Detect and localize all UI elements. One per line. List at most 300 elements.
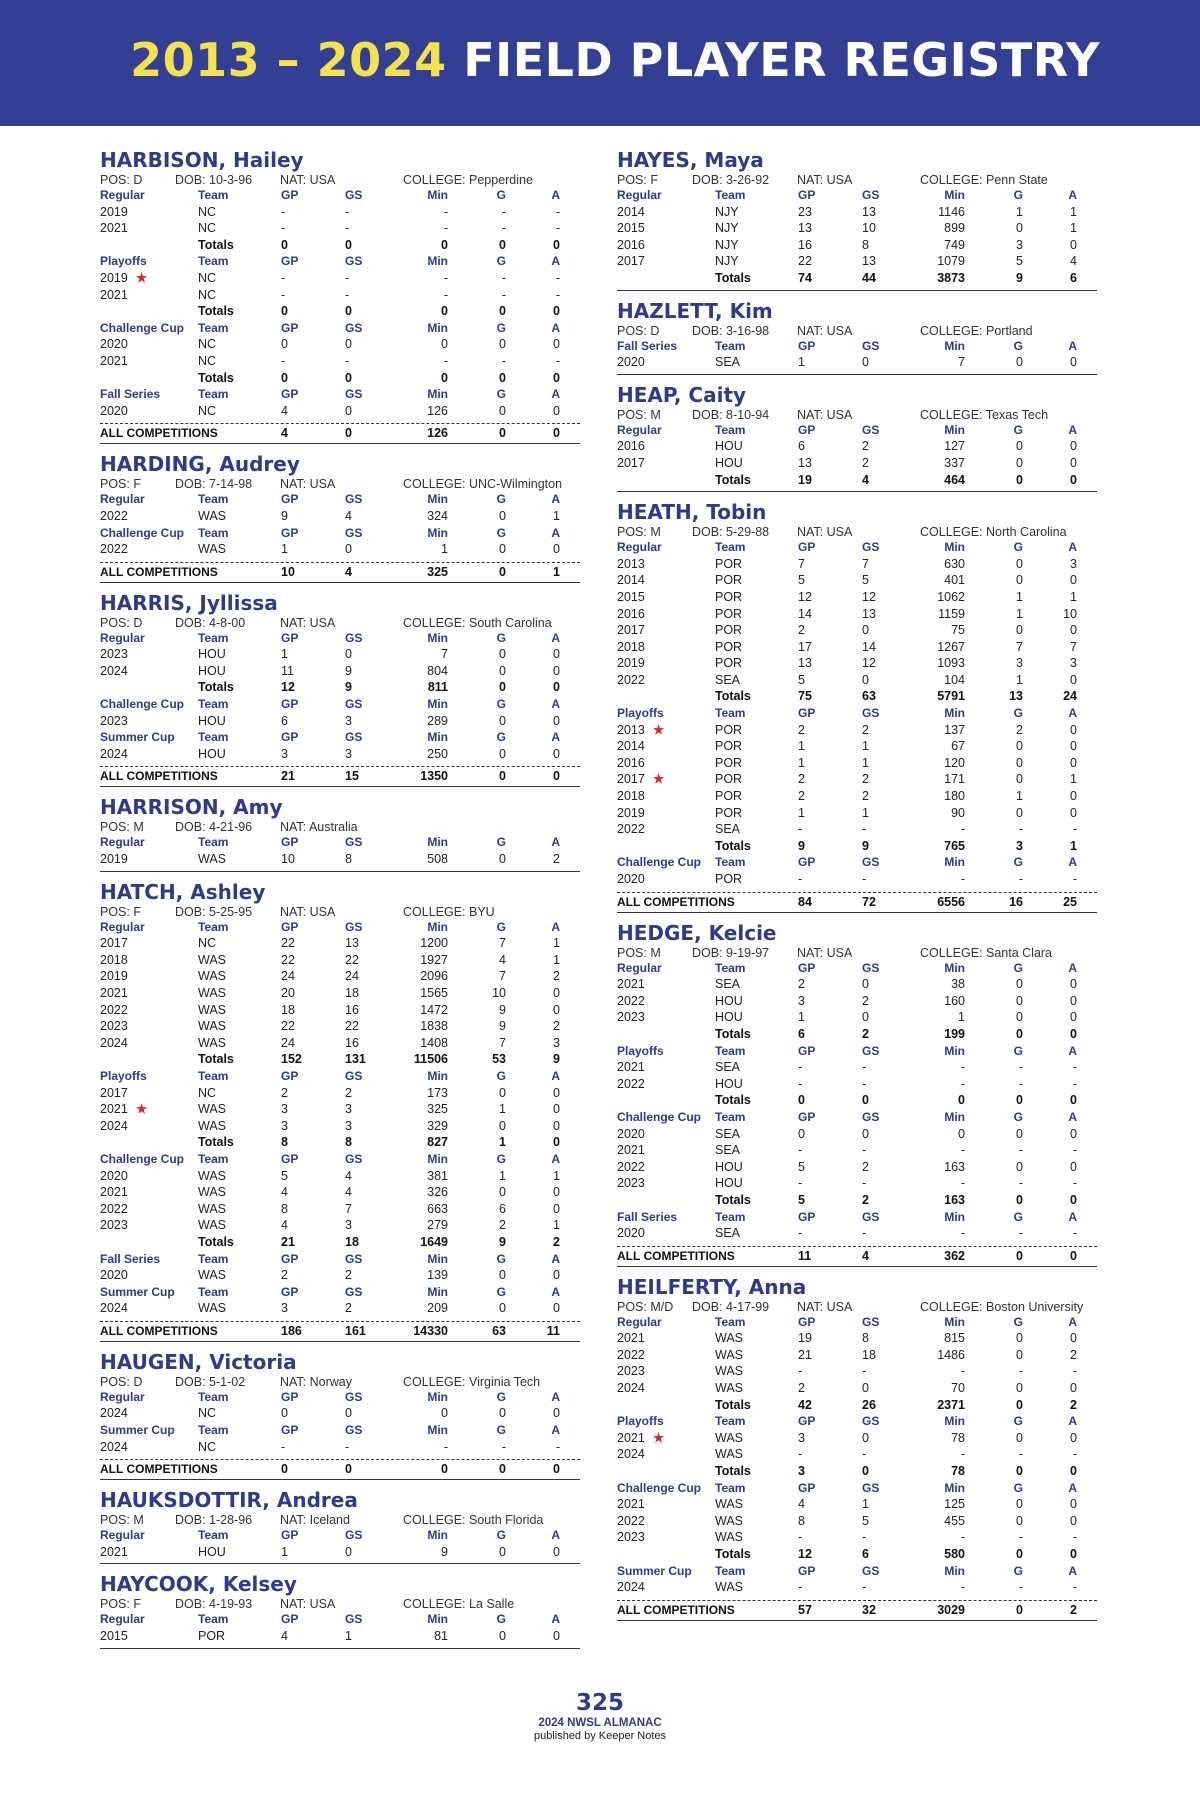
- team: Team: [198, 525, 229, 540]
- gs: 0: [862, 623, 869, 638]
- goals: G: [1013, 1414, 1023, 1429]
- goals: -: [501, 221, 506, 236]
- row-label: 2020: [100, 337, 128, 352]
- stats-row: [617, 556, 1097, 573]
- goals: 0: [499, 1085, 506, 1100]
- row-label: 2017: [617, 254, 645, 269]
- goals: 5: [1016, 254, 1023, 269]
- gp: -: [281, 221, 286, 236]
- nationality: NAT: USA: [280, 615, 336, 630]
- stats-row: [100, 1544, 580, 1561]
- gs: GS: [345, 1151, 363, 1166]
- minutes: 171: [944, 772, 965, 787]
- gs: GS: [862, 188, 880, 202]
- goals: 0: [499, 370, 506, 385]
- gs: 32: [862, 1602, 876, 1617]
- gp: 2: [798, 623, 805, 638]
- assists: 0: [1070, 993, 1077, 1008]
- header-banner: [0, 0, 1200, 126]
- gs: GS: [862, 422, 880, 437]
- gp: GP: [281, 1389, 299, 1404]
- row-label: ALL COMPETITIONS: [617, 1602, 735, 1617]
- minutes: 127: [944, 439, 965, 454]
- stats-row: [617, 1330, 1097, 1347]
- minutes: -: [960, 1226, 965, 1241]
- team: Totals: [198, 1234, 234, 1249]
- stats-row: [617, 1059, 1097, 1076]
- gp: GP: [281, 320, 299, 335]
- gs: 2: [862, 455, 869, 470]
- page-title: [130, 32, 1100, 88]
- position: POS: D: [100, 173, 143, 187]
- assists: 0: [1070, 755, 1077, 770]
- assists: 0: [553, 1268, 560, 1283]
- player-name: HARDING, Audrey: [100, 452, 300, 477]
- gs: -: [862, 872, 867, 886]
- row-label: 2013: [617, 556, 645, 571]
- assists: 1: [1070, 221, 1077, 236]
- gp: 0: [281, 237, 288, 252]
- gs: 2: [862, 1192, 869, 1207]
- all-competitions-row: [100, 562, 580, 583]
- assists: 0: [1070, 1126, 1077, 1141]
- row-label: Regular: [100, 835, 145, 850]
- goals: 4: [499, 952, 506, 967]
- gs: 1: [862, 1497, 869, 1512]
- gs: 3: [345, 1118, 352, 1133]
- stats-row: [617, 1363, 1097, 1380]
- minutes: 120: [944, 755, 965, 770]
- minutes: Min: [427, 919, 448, 934]
- college: COLLEGE: South Florida: [403, 1513, 544, 1528]
- gs: 0: [345, 337, 352, 352]
- gs: GS: [345, 1389, 363, 1404]
- assists: 0: [1070, 1381, 1077, 1396]
- row-label: 2016: [617, 237, 645, 252]
- goals: G: [1013, 422, 1023, 437]
- minutes: -: [960, 1076, 965, 1091]
- player-name: HARBISON, Hailey: [100, 148, 304, 172]
- team: SEA: [715, 1060, 741, 1075]
- minutes: 899: [944, 221, 965, 236]
- totals-row: [100, 679, 580, 696]
- totals-row: [617, 1397, 1097, 1414]
- goals: G: [1013, 1043, 1023, 1058]
- assists: 0: [553, 769, 560, 784]
- gs: GS: [345, 188, 363, 202]
- assists: 10: [1063, 606, 1077, 621]
- minutes: 508: [427, 852, 448, 867]
- minutes: Min: [944, 540, 965, 555]
- team: WAS: [198, 508, 227, 523]
- gs: GS: [862, 1314, 880, 1329]
- goals: 0: [499, 713, 506, 728]
- row-label: Playoffs: [617, 1043, 664, 1058]
- gp: 0: [798, 1093, 805, 1108]
- championship-star-icon: ★: [653, 722, 665, 737]
- team: POR: [715, 772, 743, 787]
- goals: 0: [499, 403, 506, 418]
- team: POR: [715, 639, 743, 654]
- assists: 24: [1063, 689, 1077, 704]
- stats-header-row: [617, 187, 1097, 204]
- minutes: 289: [427, 713, 448, 728]
- row-label: ALL COMPETITIONS: [617, 1248, 735, 1263]
- stats-header-row: [100, 1068, 580, 1085]
- stats-row: [100, 1184, 580, 1201]
- row-label: Fall Series: [617, 338, 678, 353]
- row-label: Summer Cup: [100, 1284, 175, 1299]
- goals: 1: [1016, 589, 1023, 604]
- stats-row: [617, 1225, 1097, 1242]
- assists: 0: [553, 1544, 560, 1559]
- row-label: 2021: [617, 1497, 645, 1512]
- gp: -: [798, 1143, 803, 1158]
- team: WAS: [198, 1201, 227, 1216]
- goals: G: [496, 730, 506, 745]
- gs: 4: [345, 1185, 352, 1200]
- goals: G: [496, 254, 506, 269]
- goals: 0: [499, 1406, 506, 1421]
- gp: 1: [798, 805, 805, 820]
- minutes: 67: [951, 739, 965, 754]
- row-label: 2022: [617, 993, 645, 1008]
- row-label: 2022: [617, 672, 645, 687]
- assists: A: [551, 188, 560, 202]
- player-entry: [617, 147, 1097, 291]
- goals: G: [1013, 960, 1023, 975]
- minutes: Min: [944, 1314, 965, 1329]
- all-competitions-row: [100, 766, 580, 787]
- goals: 1: [499, 1135, 506, 1150]
- all-competitions-row: [617, 892, 1097, 913]
- player-meta: [100, 1597, 580, 1611]
- gp: GP: [281, 630, 299, 645]
- assists: -: [1072, 1580, 1077, 1595]
- row-label: 2021: [100, 986, 128, 1000]
- team: NC: [198, 287, 217, 302]
- date-of-birth: DOB: 3-26-92: [692, 173, 770, 187]
- row-label: 2024: [100, 1406, 128, 1421]
- assists: 0: [1070, 739, 1077, 754]
- assists: -: [555, 204, 560, 219]
- assists: 0: [553, 1085, 560, 1100]
- assists: 0: [1070, 455, 1077, 470]
- gs: GS: [345, 1251, 363, 1266]
- row-label: 2021: [100, 1185, 128, 1200]
- player-meta: [617, 1300, 1097, 1314]
- gs: 10: [862, 221, 876, 236]
- gp: GP: [798, 422, 816, 437]
- assists: 2: [1070, 1602, 1077, 1617]
- row-label: 2024: [617, 1447, 645, 1462]
- goals: G: [496, 697, 506, 712]
- stats-row: [617, 1347, 1097, 1364]
- minutes: -: [443, 270, 448, 285]
- assists: 0: [553, 986, 560, 1000]
- minutes: 1: [441, 542, 448, 557]
- assists: -: [1072, 1447, 1077, 1462]
- goals: 0: [499, 1629, 506, 1644]
- assists: 0: [553, 1102, 560, 1117]
- goals: G: [496, 835, 506, 850]
- gp: 17: [798, 639, 812, 654]
- team: Team: [198, 730, 229, 745]
- row-label: ALL COMPETITIONS: [617, 894, 735, 909]
- stats-row: [617, 871, 1097, 888]
- row-label: 2017: [617, 455, 645, 470]
- section-divider: [617, 290, 1097, 291]
- stats-header-row: [100, 1251, 580, 1268]
- goals: 1: [499, 1102, 506, 1117]
- gp: 186: [281, 1323, 302, 1338]
- team: Team: [198, 387, 229, 402]
- minutes: Min: [427, 1068, 448, 1083]
- row-label: Regular: [100, 492, 145, 507]
- team: WAS: [198, 952, 227, 967]
- minutes: Min: [944, 1209, 965, 1224]
- row-label: 2023: [100, 647, 128, 662]
- row-label: 2024: [617, 1381, 645, 1396]
- gp: GP: [281, 188, 299, 202]
- row-label: 2023: [617, 1530, 645, 1545]
- row-label: Challenge Cup: [617, 855, 702, 870]
- team: SEA: [715, 1126, 741, 1141]
- gp: -: [281, 287, 286, 302]
- stats-row: [100, 952, 580, 969]
- minutes: 1062: [937, 589, 965, 604]
- minutes: 3873: [937, 270, 965, 285]
- team: Team: [715, 1314, 746, 1329]
- assists: 0: [1070, 355, 1077, 370]
- gs: GS: [862, 706, 880, 721]
- goals: -: [1018, 872, 1023, 886]
- assists: 0: [1070, 1513, 1077, 1528]
- minutes: 329: [427, 1118, 448, 1133]
- nationality: NAT: USA: [797, 945, 853, 960]
- totals-row: [617, 1192, 1097, 1209]
- assists: 0: [1070, 1248, 1077, 1263]
- team: Team: [198, 697, 229, 712]
- stats-row: [100, 1002, 580, 1019]
- minutes: 90: [951, 805, 965, 820]
- goals: 10: [492, 986, 506, 1000]
- team: HOU: [715, 1010, 743, 1025]
- team: NC: [198, 337, 217, 352]
- row-label: 2015: [100, 1629, 128, 1644]
- gs: 16: [345, 1035, 359, 1050]
- goals: 0: [1016, 1430, 1023, 1445]
- row-label: 2023: [100, 1218, 128, 1233]
- stats-header-row: [100, 187, 580, 204]
- minutes: 401: [944, 573, 965, 588]
- row-label: Summer Cup: [100, 1423, 175, 1438]
- minutes: Min: [944, 1563, 965, 1578]
- left-column: [100, 147, 580, 1656]
- goals: G: [496, 630, 506, 645]
- goals: 1: [1016, 672, 1023, 687]
- goals: 9: [1016, 270, 1023, 285]
- minutes: -: [443, 1439, 448, 1454]
- team: WAS: [198, 1019, 227, 1034]
- row-label: 2019: [100, 969, 128, 984]
- minutes: 765: [944, 838, 965, 853]
- minutes: 1649: [420, 1234, 448, 1249]
- gs: 0: [862, 1126, 869, 1141]
- gp: 3: [798, 1464, 805, 1479]
- team: Team: [715, 960, 746, 975]
- gs: 4: [862, 1248, 869, 1263]
- gs: GS: [862, 338, 880, 353]
- goals: 0: [1016, 1192, 1023, 1207]
- gs: 18: [345, 986, 359, 1000]
- gs: GS: [862, 855, 880, 870]
- assists: A: [1068, 1209, 1077, 1224]
- minutes: 0: [958, 1093, 965, 1108]
- stats-row: [617, 805, 1097, 822]
- totals-row: [617, 688, 1097, 705]
- minutes: Min: [427, 1612, 448, 1627]
- row-label: 2021: [617, 977, 645, 992]
- assists: -: [1072, 1364, 1077, 1379]
- stats-header-row: [617, 1109, 1097, 1126]
- gp: 13: [798, 656, 812, 671]
- stats-row: [617, 1175, 1097, 1192]
- minutes: 173: [427, 1085, 448, 1100]
- goals: 0: [1016, 355, 1023, 370]
- goals: 0: [1016, 439, 1023, 454]
- team: Totals: [715, 1464, 751, 1479]
- goals: 0: [1016, 573, 1023, 588]
- row-label: 2022: [100, 1002, 128, 1017]
- totals-row: [100, 1134, 580, 1151]
- assists: 3: [1070, 556, 1077, 571]
- minutes: 7: [441, 647, 448, 662]
- player-meta: [100, 173, 580, 187]
- gp: 1: [798, 1010, 805, 1025]
- team: HOU: [715, 455, 743, 470]
- gs: 5: [862, 1513, 869, 1528]
- assists: A: [551, 730, 560, 745]
- team: Team: [198, 492, 229, 507]
- goals: 3: [1016, 838, 1023, 853]
- assists: 0: [553, 237, 560, 252]
- stats-row: [100, 1101, 580, 1118]
- minutes: Min: [427, 188, 448, 202]
- stats-row: [617, 1430, 1097, 1447]
- gs: 0: [345, 403, 352, 418]
- row-label: Regular: [617, 422, 662, 437]
- goals: 0: [499, 337, 506, 352]
- gs: 4: [345, 508, 352, 523]
- row-label: 2022: [100, 542, 128, 557]
- gp: GP: [798, 855, 816, 870]
- row-label: 2020: [100, 1168, 128, 1183]
- row-label: 2021: [617, 1331, 645, 1346]
- row-label: 2020: [100, 403, 128, 418]
- goals: 0: [1016, 1126, 1023, 1141]
- stats-row: [100, 270, 580, 287]
- stats-row: [617, 204, 1097, 221]
- player-meta: [617, 173, 1097, 187]
- section-divider: [617, 374, 1097, 375]
- college: COLLEGE: Penn State: [920, 173, 1048, 187]
- gs: GS: [862, 540, 880, 555]
- totals-row: [100, 1234, 580, 1251]
- nationality: NAT: USA: [797, 1299, 853, 1314]
- stats-row: [617, 1496, 1097, 1513]
- assists: 0: [1070, 977, 1077, 992]
- row-label: 2013: [617, 722, 645, 737]
- assists: A: [551, 1151, 560, 1166]
- team: WAS: [198, 852, 227, 867]
- assists: 0: [1070, 1497, 1077, 1512]
- assists: 2: [1070, 1397, 1077, 1412]
- gp: 1: [798, 755, 805, 770]
- minutes: Min: [427, 730, 448, 745]
- player-meta: [100, 616, 580, 630]
- team: Team: [715, 540, 746, 555]
- team: Totals: [715, 689, 751, 704]
- player-name: HEDGE, Kelcie: [617, 920, 777, 945]
- stats-row: [617, 788, 1097, 805]
- minutes: 827: [427, 1135, 448, 1150]
- team: NC: [198, 270, 217, 285]
- minutes: Min: [427, 1284, 448, 1299]
- team: NJY: [715, 254, 739, 269]
- team: SEA: [715, 355, 741, 370]
- gs: 9: [345, 680, 352, 695]
- team: Team: [198, 630, 229, 645]
- gp: 4: [281, 403, 288, 418]
- nationality: NAT: USA: [797, 323, 853, 338]
- goals: 0: [1016, 739, 1023, 754]
- assists: 0: [1070, 1010, 1077, 1025]
- assists: 11: [546, 1323, 560, 1338]
- gp: 0: [798, 1126, 805, 1141]
- gp: GP: [798, 1563, 816, 1578]
- goals: 2: [1016, 722, 1023, 737]
- stats-row: [100, 353, 580, 370]
- minutes: 3029: [937, 1602, 965, 1617]
- row-label: 2019: [617, 656, 645, 671]
- gp: 2: [281, 1268, 288, 1283]
- stats-row: [100, 1201, 580, 1218]
- gp: 10: [281, 564, 295, 579]
- assists: 0: [1070, 805, 1077, 820]
- gs: 2: [345, 1085, 352, 1100]
- position: POS: D: [617, 323, 660, 338]
- assists: -: [1072, 822, 1077, 837]
- college: COLLEGE: BYU: [403, 904, 495, 919]
- row-label: ALL COMPETITIONS: [100, 769, 218, 784]
- team: WAS: [715, 1381, 744, 1396]
- stats-row: [100, 336, 580, 353]
- minutes: 1267: [937, 639, 965, 654]
- row-label: 2022: [617, 1513, 645, 1528]
- team: WAS: [715, 1430, 744, 1445]
- team: POR: [715, 589, 743, 604]
- date-of-birth: DOB: 9-19-97: [692, 945, 770, 960]
- gp: GP: [281, 254, 299, 269]
- assists: 0: [1070, 439, 1077, 454]
- goals: 16: [1009, 894, 1023, 909]
- stats-row: [617, 1009, 1097, 1026]
- section-divider: [100, 1563, 580, 1564]
- page-footer: [0, 1690, 1200, 1743]
- minutes: Min: [944, 422, 965, 437]
- team: HOU: [715, 439, 743, 454]
